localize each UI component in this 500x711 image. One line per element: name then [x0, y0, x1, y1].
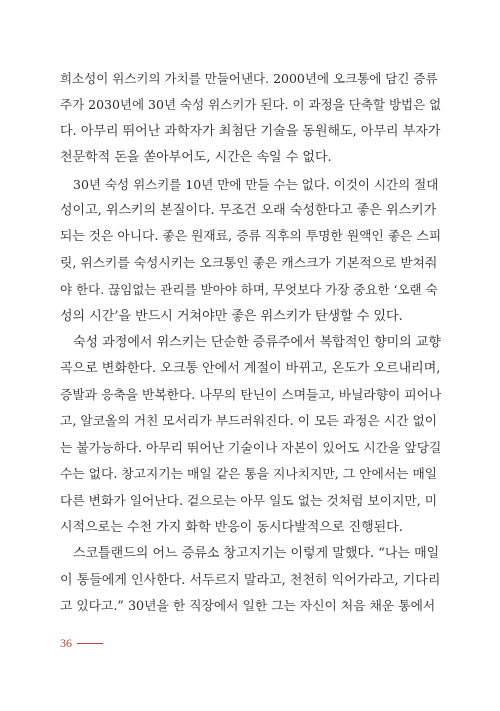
- text-line: 릿, 위스키를 숙성시키는 오크통인 좋은 캐스크가 기본적으로 받쳐줘: [60, 255, 438, 271]
- text-line: 희소성이 위스키의 가치를 만들어낸다. 2000년에 오크통에 담긴 증류: [60, 71, 438, 86]
- page-number: [60, 636, 103, 651]
- text-line: 성의 시간’을 반드시 거쳐야만 좋은 위스키가 탄생할 수 있다.: [60, 308, 403, 324]
- body-text: [60, 66, 442, 621]
- paragraph-2: [60, 172, 442, 330]
- text-line: 다른 변화가 일어난다. 겉으로는 아무 일도 없는 것처럼 보이지만, 미: [60, 493, 438, 509]
- text-line: 되는 것은 아니다. 좋은 원재료, 증류 직후의 투명한 원액인 좋은 스피: [60, 229, 442, 245]
- text-line: 이 통들에게 인사한다. 서두르지 말라고, 천천히 익어가라고, 기다리: [60, 572, 441, 588]
- text-line: 곡으로 변화한다. 오크통 안에서 계절이 바뀌고, 온도가 오르내리며,: [60, 361, 441, 377]
- page-number-rule: [77, 643, 103, 644]
- paragraph-4: [60, 541, 442, 620]
- page-number-value: 36: [60, 636, 72, 650]
- text-line: 숙성 과정에서 위스키는 단순한 증류주에서 복합적인 향미의 교향: [73, 335, 441, 351]
- paragraph-3: [60, 330, 442, 541]
- text-line: 고, 알코올의 거친 모서리가 부드러워진다. 이 모든 과정은 시간 없이: [60, 414, 438, 430]
- text-line: 성이고, 위스키의 본질이다. 무조건 오래 숙성한다고 좋은 위스키가: [60, 203, 437, 219]
- text-line: 수는 없다. 창고지기는 매일 같은 통을 지나치지만, 그 안에서는 매일: [60, 467, 438, 483]
- text-line: 천문학적 돈을 쏟아부어도, 시간은 속일 수 없다.: [60, 150, 332, 166]
- text-line: 주가 2030년에 30년 숙성 위스키가 된다. 이 과정을 단축할 방법은 없: [60, 97, 442, 113]
- text-line: 증발과 응축을 반복한다. 나무의 탄닌이 스며들고, 바닐라향이 피어나: [60, 387, 442, 403]
- paragraph-1: [60, 66, 442, 172]
- text-line: 는 불가능하다. 아무리 뛰어난 기술이나 자본이 있어도 시간을 앞당길: [60, 440, 442, 456]
- text-line: 30년 숙성 위스키를 10년 만에 만들 수는 없다. 이것이 시간의 절대: [73, 176, 439, 192]
- text-line: 고 있다고.” 30년을 한 직장에서 일한 그는 자신이 처음 채운 통에서: [60, 599, 436, 615]
- text-line: 스코틀랜드의 어느 증류소 창고지기는 이렇게 말했다. “나는 매일: [73, 546, 440, 562]
- text-line: 시적으로는 수천 가지 화학 반응이 동시다발적으로 진행된다.: [60, 519, 403, 535]
- text-line: 다. 아무리 뛰어난 과학자가 최첨단 기술을 동원해도, 아무리 부자가: [60, 123, 441, 139]
- text-line: 야 한다. 끊임없는 관리를 받아야 하며, 무엇보다 가장 중요한 ‘오랜 숙: [60, 282, 438, 298]
